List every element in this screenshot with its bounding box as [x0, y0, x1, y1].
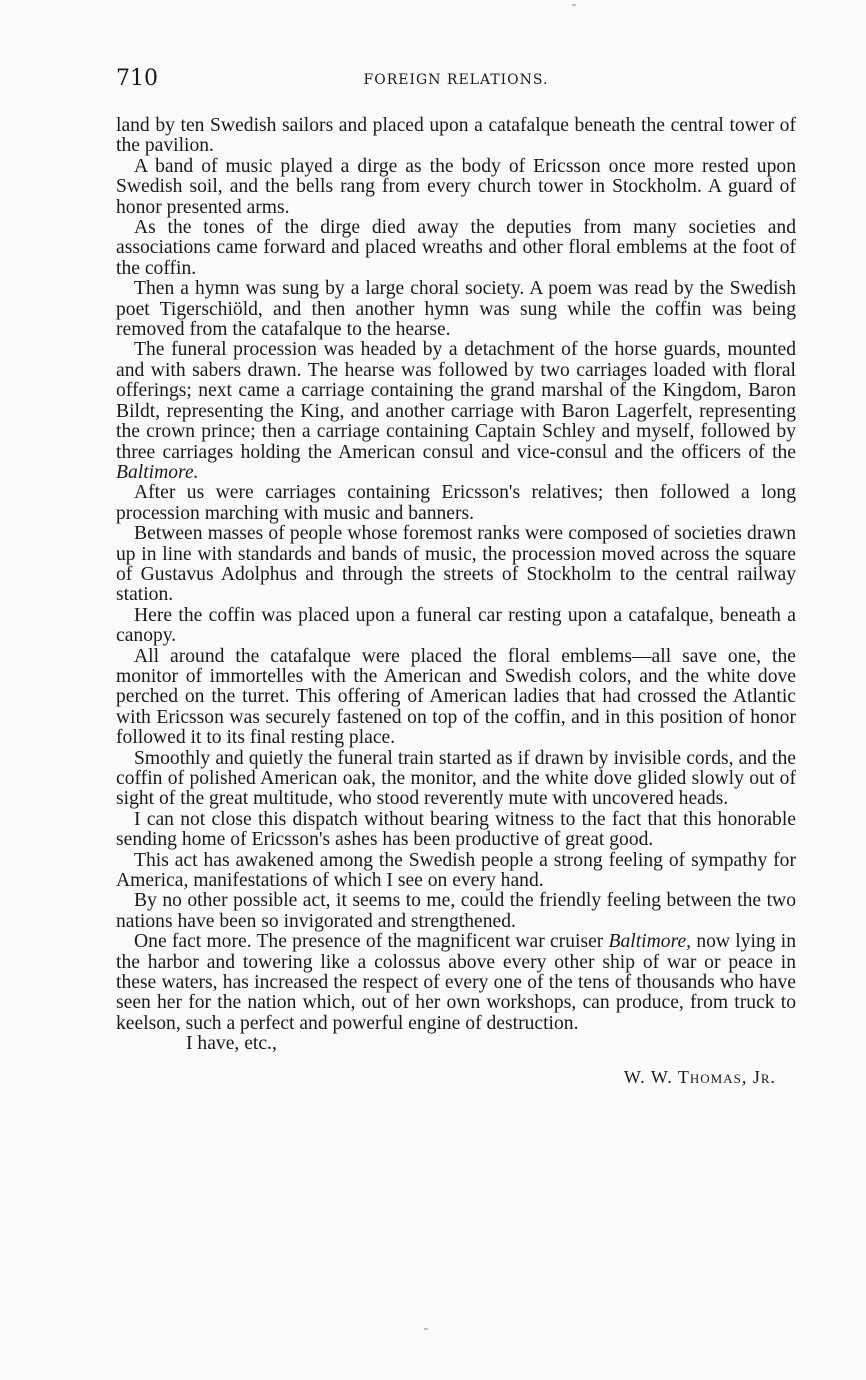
paragraph: I can not close this dispatch without bearing witness to the fact that this honorable sending home of Ericsson's ashes has been productive of great good. [116, 808, 796, 851]
paragraph-text: One fact more. The presence of the magnificent war cruiser [134, 931, 604, 953]
paragraph: As the tones of the dirge died away the deputies from many societies and associations came forward and placed wreaths and other floral emblems at the foot of the coffin. [116, 217, 796, 279]
paragraph: By no other possible act, it seems to me, could the friendly feeling between the two nations have been so invigorated and strengthened. [116, 890, 796, 932]
paragraph: After us were carriages containing Ericsson's relatives; then followed a long procession marching with music and banners. [116, 482, 796, 524]
ship-name: Baltimore, [608, 931, 692, 953]
paragraph: A band of music played a dirge as the body of Ericsson once more rested upon Swedish soil, and the bells rang from every church tower in Stockholm. A guard of honor presented arms. [116, 155, 796, 218]
closing-line: I have, etc., [186, 1033, 277, 1055]
paragraph: This act has awakened among the Swedish people a strong feeling of sympathy for America, manifestations of which I see on every hand. [116, 849, 796, 892]
paragraph: Then a hymn was sung by a large choral society. A poem was read by the Swedish poet Tigerschiöld, and then another hymn was sung while the coffin was being removed from the catafalque to the hearse. [116, 278, 796, 341]
paragraph: All around the catafalque were placed the floral emblems—all save one, the monitor of immortelles with the American and Swedish colors, and the white dove perched on the turret. This offering of American ladies that had crossed the Atlantic with Ericsson was securely fastened on top of the coffin, and in this position of honor followed it to its final resting place. [116, 645, 796, 749]
body-text [116, 116, 796, 1087]
paragraph-text: now lying in the harbor and towering like a colossus above every other ship of war or peace in these waters, has increased the respect of every one of the tens of thousands who have seen her for the nation which, out of her own workshops, can produce, from truck to keelson, such a perfect and powerful engine of destruction. [116, 931, 797, 1034]
paragraph: Smoothly and quietly the funeral train started as if drawn by invisible cords, and the coffin of polished American oak, the monitor, and the white dove glided slowly out of sight of the great multitude, who stood reverently mute with uncovered heads. [116, 747, 796, 810]
page-number: 710 [116, 66, 158, 91]
scan-speck [424, 1328, 428, 1330]
scan-speck [572, 4, 576, 6]
ship-name: Baltimore. [116, 461, 199, 483]
paragraph: Here the coffin was placed upon a funeral car resting upon a catafalque, beneath a canopy. [116, 604, 796, 647]
signature: W. W. Thomas, Jr. [623, 1066, 776, 1087]
paragraph-text: The funeral procession was headed by a detachment of the horse guards, mounted and with sabers drawn. The hearse was followed by two carriages loaded with floral offerings; next came a carriage containing the grand marshal of the Kingdom, Baron Bildt, representing the King, and another carriage with Baron Lagerfelt, representing the crown prince; then a carriage containing Captain Schley and myself, followed by three carriages holding the American consul and vice-consul and the officers of the [116, 339, 796, 463]
paragraph: Between masses of people whose foremost ranks were composed of societies drawn up in line with standards and bands of music, the procession moved across the square of Gustavus Adolphus and through the streets of Stockholm to the central railway station. [116, 523, 796, 606]
paragraph [116, 932, 796, 1034]
paragraph [116, 340, 796, 483]
paragraph: land by ten Swedish sailors and placed upon a catafalque beneath the central tower of the pavilion. [116, 115, 796, 157]
running-head: FOREIGN RELATIONS. [363, 72, 549, 88]
page-header [116, 66, 796, 96]
